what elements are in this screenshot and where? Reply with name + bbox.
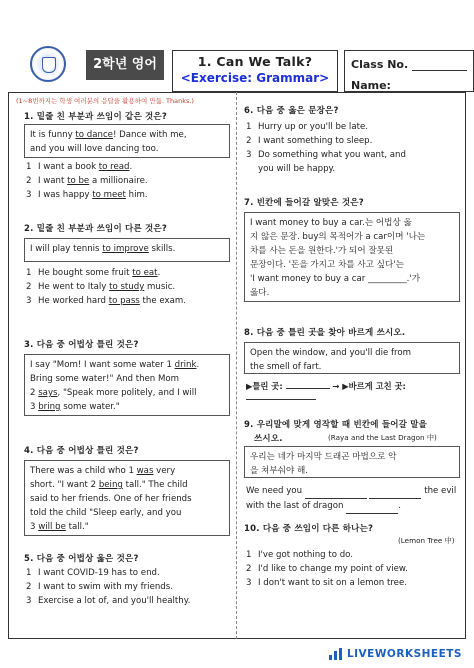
q9-blank-3[interactable] <box>346 513 398 514</box>
option-text: you will be happy. <box>258 164 336 174</box>
q9-title: 9. 우리말에 맞게 영작할 때 빈칸에 들어갈 말을 <box>244 420 428 430</box>
q1-option-3[interactable] <box>26 188 148 202</box>
q8-box-line: Open the window, and you'll die from <box>250 348 412 358</box>
name-label: Name: <box>351 79 391 92</box>
q9-fill-text: the evil <box>424 486 457 496</box>
q2-option-3[interactable] <box>26 294 186 308</box>
option-text: He bought some fruit <box>38 268 133 278</box>
q3-text: Bring some water!" And then Mom <box>30 374 180 384</box>
q1-box-text3: and you will love dancing too. <box>30 144 159 154</box>
q2-options <box>26 266 186 308</box>
option-underline: to meet <box>92 190 126 200</box>
q3-text: some water." <box>60 402 120 412</box>
logo-text: LIVEWORKSHEETS <box>346 648 462 660</box>
q3-text: 2 <box>30 388 39 398</box>
q9-fill-text: We need you <box>246 486 303 496</box>
q9-title-cont: 쓰시오. <box>254 434 283 444</box>
q8-box-line: the smell of fart. <box>250 362 322 372</box>
option-underline: to be <box>67 176 90 186</box>
q6-option-2[interactable] <box>246 134 406 148</box>
column-divider <box>236 92 237 639</box>
q4-underline-3[interactable]: will be <box>38 522 66 532</box>
q9-box-line: 우리는 네가 마지막 드래곤 마법으로 악 <box>250 452 397 462</box>
q3-underline-3[interactable]: bring <box>38 402 61 412</box>
bar-chart-icon <box>329 648 343 660</box>
option-text: I want <box>38 176 68 186</box>
q8-box <box>244 342 460 374</box>
grade-label: 2학년 영어 <box>86 50 164 80</box>
q4-text: tall." <box>65 522 89 532</box>
q8-wrong-field[interactable] <box>286 388 330 389</box>
option-text: I want to swim with my friends. <box>38 582 173 592</box>
q2-title: 2. 밑줄 친 부분과 쓰임이 다른 것은? <box>24 224 167 234</box>
option-text: . <box>157 268 161 278</box>
q7-line: I want money to buy a car.는 어법상 옳 <box>250 218 412 228</box>
q3-text: . <box>196 360 200 370</box>
option-number: 2 <box>26 582 32 592</box>
q8-correct-field[interactable] <box>246 399 316 400</box>
q6-title: 6. 다음 중 옳은 문장은? <box>244 106 339 116</box>
q3-text: 3 <box>30 402 39 412</box>
option-number: 1 <box>26 568 32 578</box>
option-text: I want COVID-19 has to end. <box>38 568 160 578</box>
q10-option-1[interactable] <box>246 548 408 562</box>
option-number: 1 <box>246 550 252 560</box>
page-title: 1. Can We Talk? <box>197 54 313 69</box>
q5-option-3[interactable] <box>26 594 190 608</box>
q3-underline-1[interactable]: drink <box>174 360 197 370</box>
q2-option-2[interactable] <box>26 280 186 294</box>
q4-underline-2[interactable]: being <box>98 480 123 490</box>
q1-box-underline: to dance <box>75 130 113 140</box>
option-text: a millionaire. <box>89 176 148 186</box>
option-underline: to eat <box>132 268 158 278</box>
q9-source: (Raya and the Last Dragon 中) <box>328 433 437 442</box>
school-seal-icon <box>30 46 66 82</box>
q2-box <box>24 238 230 262</box>
q4-text: There was a child who 1 <box>30 466 137 476</box>
option-number: 3 <box>26 190 32 200</box>
q7-line: 지 않은 문장. buy의 목적어가 a car이며 '나는 <box>250 232 426 242</box>
option-underline: to pass <box>108 296 140 306</box>
footer <box>8 642 466 666</box>
q5-title: 5. 다음 중 어법상 옳은 것은? <box>24 554 139 564</box>
q7-line: 차를 사는 돈을 원한다.'가 되어 잘못된 <box>250 246 394 256</box>
q10-title: 10. 다음 중 쓰임이 다른 하나는? <box>244 524 374 534</box>
class-field[interactable] <box>412 60 467 71</box>
q1-option-2[interactable] <box>26 174 148 188</box>
q3-text: I say "Mom! I want some water 1 <box>30 360 175 370</box>
option-text: Do something what you want, and <box>258 150 406 160</box>
q6-option-1[interactable] <box>246 120 406 134</box>
option-text: the exam. <box>139 296 186 306</box>
option-text: I was happy <box>38 190 93 200</box>
q1-title: 1. 밑줄 친 부분과 쓰임이 같은 것은? <box>24 112 167 122</box>
q6-option-3[interactable] <box>246 148 406 162</box>
q4-text: very <box>153 466 176 476</box>
option-text: I want something to sleep. <box>258 136 373 146</box>
q7-line: 옳다. <box>250 288 270 298</box>
q6-options <box>246 120 406 176</box>
q1-option-1[interactable] <box>26 160 148 174</box>
q4-text: short. "I want 2 <box>30 480 99 490</box>
q7-line: 문장이다. '돈을 가지고 차를 사고 싶다'는 <box>250 260 404 270</box>
q8-title: 8. 다음 중 틀린 곳을 찾아 바르게 쓰시오. <box>244 328 406 338</box>
q2-box-text: I will play tennis <box>30 244 103 254</box>
q3-text: , "Speak more politely, and I will <box>57 388 197 398</box>
q3-box <box>24 354 230 416</box>
q9-box-line: 을 쳐부숴야 해. <box>250 466 309 476</box>
page-subtitle: <Exercise: Grammar> <box>180 71 330 85</box>
worksheet-header <box>8 6 466 92</box>
option-text: him. <box>125 190 148 200</box>
q1-options <box>26 160 148 202</box>
option-number: 1 <box>26 162 32 172</box>
q1-box <box>24 124 230 158</box>
q8-correct-label: → ▶바르게 고친 곳: <box>332 381 406 391</box>
option-text: He went to Italy <box>38 282 110 292</box>
q7-title: 7. 빈칸에 들어갈 알맞은 것은? <box>244 198 364 208</box>
q9-fill-text: . <box>398 501 401 511</box>
option-text: Exercise a lot of, and you'll healthy. <box>38 596 191 606</box>
student-info-box <box>344 50 474 92</box>
q4-text: told the child "Sleep early, and you <box>30 508 182 518</box>
q7-box <box>244 212 460 302</box>
q9-fill <box>246 484 456 514</box>
q10-source: (Lemon Tree 中) <box>398 536 455 545</box>
name-row <box>351 77 467 92</box>
q4-text: tall." The child <box>122 480 188 490</box>
option-number: 1 <box>246 122 252 132</box>
option-text: I've got nothing to do. <box>258 550 354 560</box>
q3-underline-2[interactable]: says <box>38 388 58 398</box>
q2-box-underline: to improve <box>102 244 149 254</box>
q10-option-3[interactable] <box>246 576 408 590</box>
q9-fill-text: with the last of dragon <box>246 501 344 511</box>
option-number: 2 <box>26 176 32 186</box>
q3-title: 3. 다음 중 어법상 틀린 것은? <box>24 340 139 350</box>
name-field[interactable] <box>395 81 467 92</box>
liveworksheets-logo[interactable] <box>329 648 462 660</box>
q10-option-2[interactable] <box>246 562 408 576</box>
option-number: 3 <box>26 596 32 606</box>
option-text: He worked hard <box>38 296 109 306</box>
option-text: . <box>129 162 133 172</box>
q8-answer-row <box>246 380 474 402</box>
q7-line: 'I want money to buy a car _________.'가 <box>250 274 421 284</box>
q1-box-text: It is funny <box>30 130 76 140</box>
class-label: Class No. <box>351 58 409 71</box>
option-text: music. <box>144 282 176 292</box>
q5-option-1[interactable] <box>26 566 190 580</box>
option-number: 3 <box>246 578 252 588</box>
q9-box <box>244 446 460 478</box>
q4-text: said to her friends. One of her friends <box>30 494 192 504</box>
q5-option-2[interactable] <box>26 580 190 594</box>
option-text: I want a book <box>38 162 99 172</box>
class-row <box>351 56 467 71</box>
option-number: 2 <box>246 564 252 574</box>
intro-note: (1~8번까지는 학생 여러분의 응답을 활용하여 만듦. Thanks.) <box>16 97 194 105</box>
option-number: 3 <box>246 150 252 160</box>
q1-box-text2: ! Dance with me, <box>112 130 187 140</box>
q5-options <box>26 566 190 608</box>
q4-underline-1[interactable]: was <box>136 466 154 476</box>
option-text: I'd like to change my point of view. <box>258 564 408 574</box>
q4-text: 3 <box>30 522 39 532</box>
q2-option-1[interactable] <box>26 266 186 280</box>
option-underline: to read <box>98 162 130 172</box>
q8-wrong-label: ▶틀린 곳: <box>246 381 283 391</box>
option-number: 3 <box>26 296 32 306</box>
title-box <box>172 50 338 92</box>
q4-box <box>24 460 230 536</box>
option-underline: to study <box>109 282 145 292</box>
option-number: 2 <box>246 136 252 146</box>
option-text: Hurry up or you'll be late. <box>258 122 368 132</box>
q4-title: 4. 다음 중 어법상 틀린 것은? <box>24 446 139 456</box>
q2-box-text2: skills. <box>148 244 176 254</box>
q10-options <box>246 548 408 590</box>
q6-option-3-cont <box>246 162 406 176</box>
option-number: 1 <box>26 268 32 278</box>
option-text: I don't want to sit on a lemon tree. <box>258 578 407 588</box>
option-number: 2 <box>26 282 32 292</box>
